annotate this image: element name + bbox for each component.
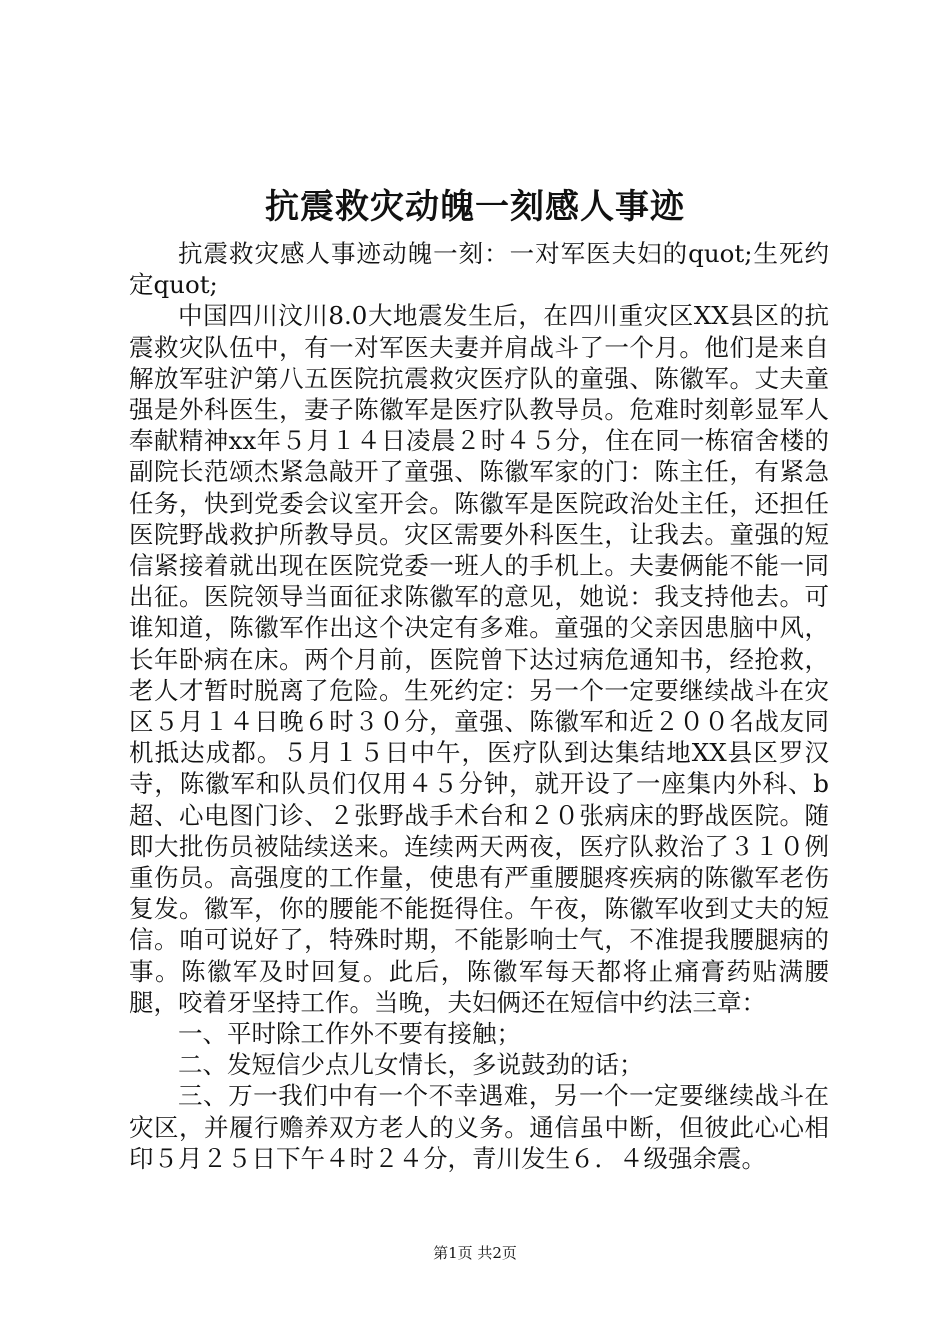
page-number-footer: 第1页 共2页 — [433, 1244, 517, 1262]
paragraph-intro: 抗震救灾感人事迹动魄一刻：一对军医夫妇的quot;生死约定quot; — [129, 239, 829, 300]
paragraph-main: 中国四川汶川8.0大地震发生后，在四川重灾区XX县区的抗震救灾队伍中，有一对军医夫妻并肩战斗了一个月。他们是来自解放军驻沪第八五医院抗震救灾医疗队的童强、陈徽军。丈夫童强是外科医生，妻子陈徽军是医疗队教导员。危难时刻彰显军人奉献精神xx年５月１４日凌晨２时４５分，住在同一栋宿舍楼的副院长范颂杰紧急敲开了童强、陈徽军家的门：陈主任，有紧急任务，快到党委会议室开会。陈徽军是医院政治处主任，还担任医院野战救护所教导员。灾区需要外科医生，让我去。童强的短信紧接着就出现在医院党委一班人的手机上。夫妻俩能不能一同出征。医院领导当面征求陈徽军的意见，她说：我支持他去。可谁知道，陈徽军作出这个决定有多难。童强的父亲因患脑中风，长年卧病在床。两个月前，医院曾下达过病危通知书，经抢救，老人才暂时脱离了危险。生死约定：另一个一定要继续战斗在灾区５月１４日晚６时３０分，童强、陈徽军和近２００名战友同机抵达成都。５月１５日中午，医疗队到达集结地XX县区罗汉寺，陈徽军和队员们仅用４５分钟，就开设了一座集内外科、b超、心电图门诊、２张野战手术台和２０张病床的野战医院。随即大批伤员被陆续送来。连续两天两夜，医疗队救治了３１０例重伤员。高强度的工作量，使患有严重腰腿疼疾病的陈徽军老伤复发。徽军，你的腰能不能挺得住。午夜，陈徽军收到丈夫的短信。咱可说好了，特殊时期，不能影响士气，不准提我腰腿病的事。陈徽军及时回复。此后，陈徽军每天都将止痛膏药贴满腰腿，咬着牙坚持工作。当晚，夫妇俩还在短信中约法三章： — [129, 301, 829, 1017]
paragraph-rule-2: 二、发短信少点儿女情长，多说鼓劲的话； — [178, 1050, 644, 1080]
paragraph-rule-3: 三、万一我们中有一个不幸遇难，另一个一定要继续战斗在灾区，并履行赡养双方老人的义务。通信虽中断，但彼此心心相印５月２５日下午４时２４分，青川发生６．４级强余震。 — [129, 1081, 829, 1173]
document-title: 抗震救灾动魄一刻感人事迹 — [265, 187, 685, 227]
document-body — [129, 238, 829, 1174]
paragraph-rule-1: 一、平时除工作外不要有接触； — [178, 1019, 521, 1049]
